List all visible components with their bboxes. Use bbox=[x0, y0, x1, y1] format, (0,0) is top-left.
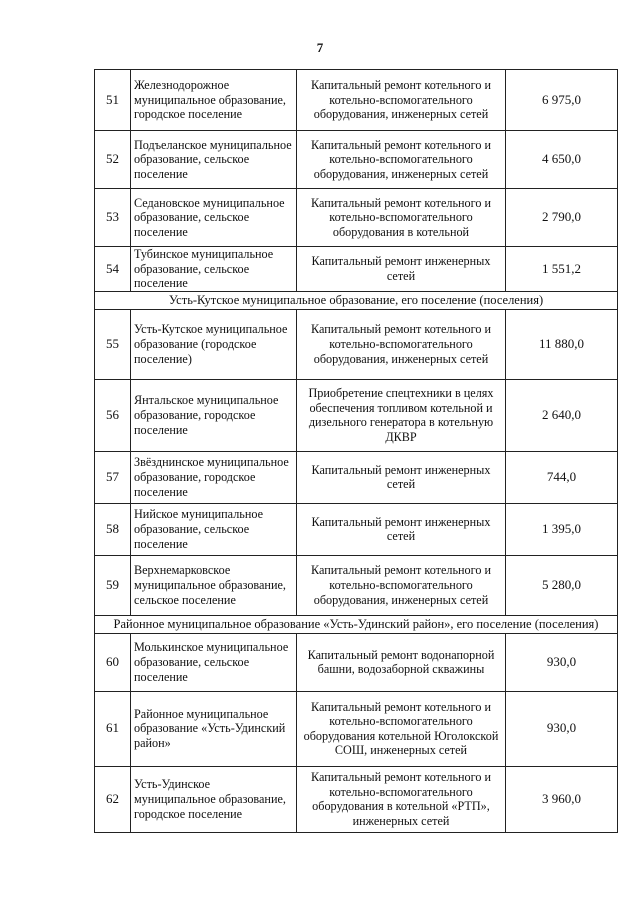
section-title: Районное муниципальное образование «Усть-Удинский район», его поселение (поселения) bbox=[95, 615, 618, 633]
table-row bbox=[95, 131, 618, 189]
work-description-cell: Приобретение спецтехники в целях обеспечения топливом котельной и дизельного генератора в котельную ДКВР bbox=[297, 379, 506, 451]
work-description-cell: Капитальный ремонт котельного и котельно-вспомогательного оборудования, инженерных сетей bbox=[297, 70, 506, 131]
work-description-cell: Капитальный ремонт котельного и котельно-вспомогательного оборудования в котельной bbox=[297, 189, 506, 247]
row-number: 57 bbox=[95, 451, 131, 503]
table-row bbox=[95, 691, 618, 766]
row-number: 61 bbox=[95, 691, 131, 766]
work-description-cell: Капитальный ремонт инженерных сетей bbox=[297, 247, 506, 292]
municipality-cell: Тубинское муниципальное образование, сельское поселение bbox=[131, 247, 297, 292]
amount-cell: 6 975,0 bbox=[506, 70, 618, 131]
row-number: 62 bbox=[95, 766, 131, 832]
funding-table bbox=[94, 69, 618, 833]
row-number: 54 bbox=[95, 247, 131, 292]
work-description-cell: Капитальный ремонт котельного и котельно-вспомогательного оборудования, инженерных сетей bbox=[297, 309, 506, 379]
amount-cell: 930,0 bbox=[506, 633, 618, 691]
municipality-cell: Подъеланское муниципальное образование, сельское поселение bbox=[131, 131, 297, 189]
amount-cell: 1 395,0 bbox=[506, 503, 618, 555]
section-row bbox=[95, 291, 618, 309]
table-row bbox=[95, 247, 618, 292]
work-description-cell: Капитальный ремонт инженерных сетей bbox=[297, 451, 506, 503]
row-number: 53 bbox=[95, 189, 131, 247]
table-row bbox=[95, 379, 618, 451]
amount-cell: 930,0 bbox=[506, 691, 618, 766]
table-row bbox=[95, 70, 618, 131]
table-row bbox=[95, 555, 618, 615]
municipality-cell: Железнодорожное муниципальное образование, городское поселение bbox=[131, 70, 297, 131]
table-row bbox=[95, 189, 618, 247]
table-row bbox=[95, 503, 618, 555]
amount-cell: 3 960,0 bbox=[506, 766, 618, 832]
row-number: 59 bbox=[95, 555, 131, 615]
amount-cell: 2 790,0 bbox=[506, 189, 618, 247]
work-description-cell: Капитальный ремонт водонапорной башни, водозаборной скважины bbox=[297, 633, 506, 691]
table-body bbox=[95, 70, 618, 833]
municipality-cell: Районное муниципальное образование «Усть-Удинский район» bbox=[131, 691, 297, 766]
municipality-cell: Усть-Кутское муниципальное образование (городское поселение) bbox=[131, 309, 297, 379]
row-number: 55 bbox=[95, 309, 131, 379]
municipality-cell: Усть-Удинское муниципальное образование, городское поселение bbox=[131, 766, 297, 832]
work-description-cell: Капитальный ремонт котельного и котельно-вспомогательного оборудования, инженерных сетей bbox=[297, 131, 506, 189]
row-number: 51 bbox=[95, 70, 131, 131]
section-title: Усть-Кутское муниципальное образование, его поселение (поселения) bbox=[95, 291, 618, 309]
work-description-cell: Капитальный ремонт котельного и котельно-вспомогательного оборудования котельной Юголокской СОШ, инженерных сетей bbox=[297, 691, 506, 766]
page-number: 7 bbox=[316, 40, 324, 55]
table-row bbox=[95, 451, 618, 503]
amount-cell: 11 880,0 bbox=[506, 309, 618, 379]
amount-cell: 2 640,0 bbox=[506, 379, 618, 451]
table-row bbox=[95, 309, 618, 379]
section-row bbox=[95, 615, 618, 633]
municipality-cell: Янтальское муниципальное образование, городское поселение bbox=[131, 379, 297, 451]
table-row bbox=[95, 766, 618, 832]
municipality-cell: Верхнемарковское муниципальное образование, сельское поселение bbox=[131, 555, 297, 615]
amount-cell: 5 280,0 bbox=[506, 555, 618, 615]
municipality-cell: Звёзднинское муниципальное образование, городское поселение bbox=[131, 451, 297, 503]
amount-cell: 4 650,0 bbox=[506, 131, 618, 189]
row-number: 56 bbox=[95, 379, 131, 451]
work-description-cell: Капитальный ремонт котельного и котельно-вспомогательного оборудования в котельной «РТП», инженерных сетей bbox=[297, 766, 506, 832]
table-row bbox=[95, 633, 618, 691]
municipality-cell: Нийское муниципальное образование, сельское поселение bbox=[131, 503, 297, 555]
amount-cell: 744,0 bbox=[506, 451, 618, 503]
row-number: 60 bbox=[95, 633, 131, 691]
municipality-cell: Молькинское муниципальное образование, сельское поселение bbox=[131, 633, 297, 691]
work-description-cell: Капитальный ремонт инженерных сетей bbox=[297, 503, 506, 555]
row-number: 58 bbox=[95, 503, 131, 555]
work-description-cell: Капитальный ремонт котельного и котельно-вспомогательного оборудования, инженерных сетей bbox=[297, 555, 506, 615]
amount-cell: 1 551,2 bbox=[506, 247, 618, 292]
municipality-cell: Седановское муниципальное образование, сельское поселение bbox=[131, 189, 297, 247]
row-number: 52 bbox=[95, 131, 131, 189]
